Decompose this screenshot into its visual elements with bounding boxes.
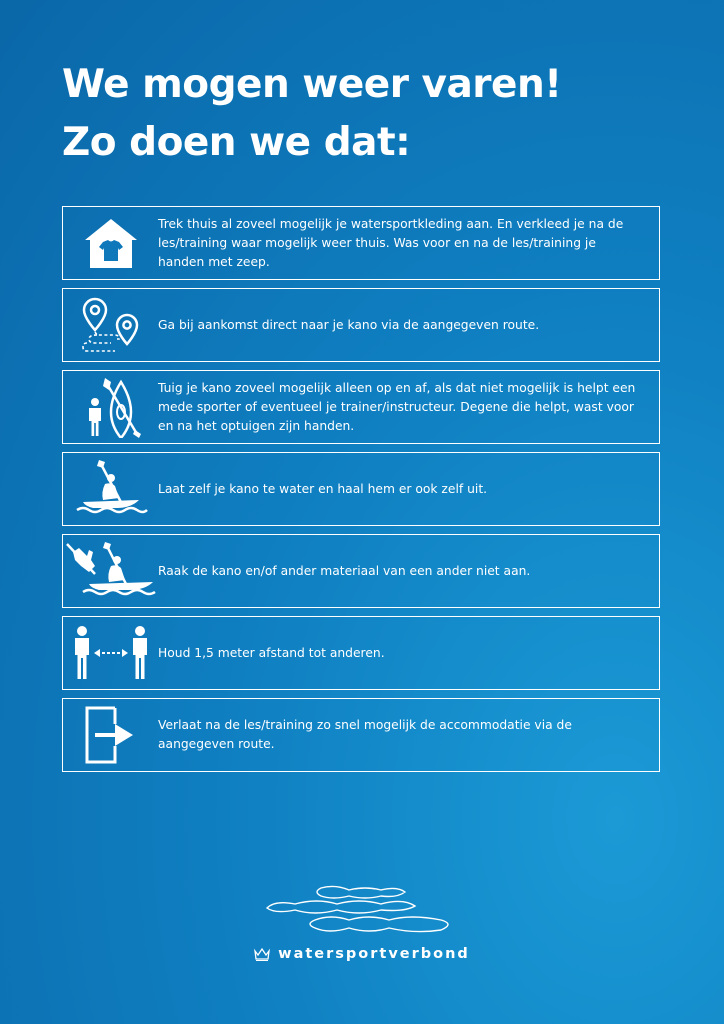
exit-arrow-icon — [63, 699, 158, 771]
kayaker-icon — [63, 453, 158, 525]
title-line-1: We mogen weer varen! — [62, 62, 562, 107]
rule-item-distance — [62, 616, 660, 690]
route-pins-icon — [63, 289, 158, 361]
house-tshirt-icon — [63, 207, 158, 279]
rules-list — [62, 206, 660, 780]
no-touch-kayaker-icon — [63, 535, 158, 607]
water-waves-logo-icon — [265, 884, 459, 940]
title-line-2: Zo doen we dat: — [62, 120, 411, 165]
rule-text: Ga bij aankomst direct naar je kano via de aangegeven route. — [158, 317, 540, 332]
brand — [254, 946, 470, 962]
rule-item-exit — [62, 698, 660, 772]
page-title — [62, 56, 562, 172]
rule-text: Verlaat na de les/training zo snel mogelijk de accommodatie via de aangegeven route. — [158, 718, 572, 751]
rule-text: Laat zelf je kano te water en haal hem er ook zelf uit. — [158, 481, 488, 496]
rule-item-rigging — [62, 370, 660, 444]
brand-name: watersportverbond — [278, 946, 470, 962]
distance-people-icon — [63, 617, 158, 689]
person-kayak-icon — [63, 371, 158, 443]
rule-text: Raak de kano en/of ander materiaal van een ander niet aan. — [158, 563, 531, 578]
rule-item-no-touch — [62, 534, 660, 608]
rule-text: Houd 1,5 meter afstand tot anderen. — [158, 645, 385, 660]
footer — [0, 884, 724, 962]
rule-item-clothing — [62, 206, 660, 280]
rule-item-launch — [62, 452, 660, 526]
rule-text: Tuig je kano zoveel mogelijk alleen op en af, als dat niet mogelijk is helpt een mede sporter of eventueel je trainer/instructeur. Degene die helpt, wast voor en na het optuigen zijn handen. — [158, 380, 636, 433]
rule-text: Trek thuis al zoveel mogelijk je watersportkleding aan. En verkleed je na de les/training waar mogelijk weer thuis. Was voor en na de les/training je handen met zeep. — [158, 216, 624, 269]
rule-item-route — [62, 288, 660, 362]
crown-icon — [254, 947, 270, 961]
